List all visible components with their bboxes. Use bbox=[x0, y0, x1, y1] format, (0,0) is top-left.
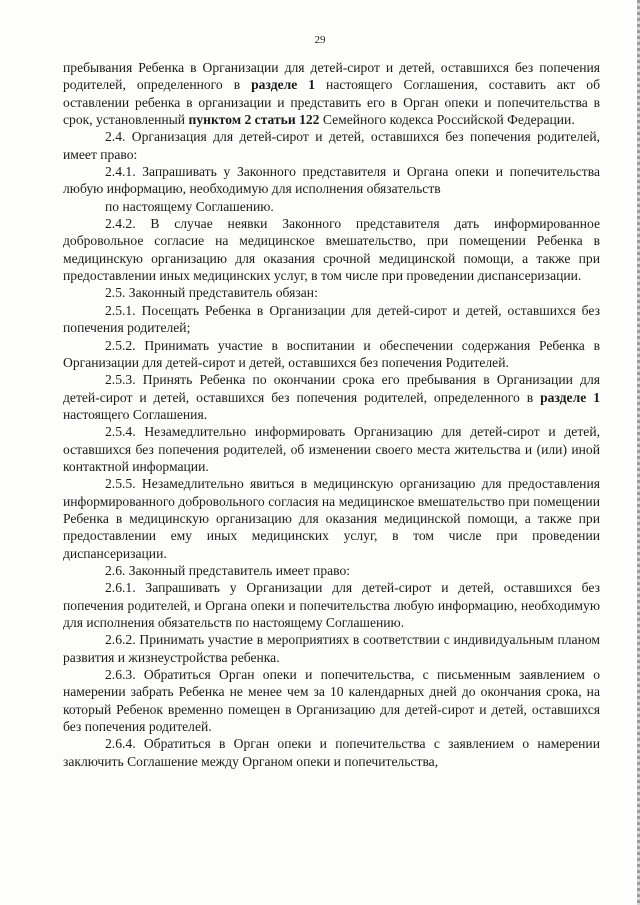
document-body bbox=[63, 59, 600, 770]
bold-reference: разделе 1 bbox=[540, 389, 600, 405]
paragraph-2-4-2: 2.4.2. В случае неявки Законного представителя дать информированное добровольное согласие на медицинское вмешательство, при помещении Ребенка в медицинскую организацию для оказания срочной медицинской помощи, а также при предоставлении иных медицинских услуг, в том числе при проведении диспансеризации. bbox=[63, 216, 600, 284]
paragraph-2-6-3: 2.6.3. Обратиться Орган опеки и попечительства, с письменным заявлением о намерении забрать Ребенка не менее чем за 10 календарных дней до окончания срока, на который Ребенок временно помещен в Организацию для детей-сирот и детей, оставшихся без попечения родителей. bbox=[63, 667, 600, 735]
paragraph-2-5-2: 2.5.2. Принимать участие в воспитании и обеспечении содержания Ребенка в Организации для детей-сирот и детей, оставшихся без попечения Родителей. bbox=[63, 337, 600, 370]
bold-reference: разделе 1 bbox=[251, 77, 316, 93]
paragraph-2-4: 2.4. Организация для детей-сирот и детей, оставшихся без попечения родителей, имеет право: bbox=[63, 129, 600, 162]
page-number: 29 bbox=[314, 34, 326, 46]
paragraph-2-4-1-tail: по настоящему Соглашению. bbox=[105, 198, 274, 214]
paragraph-2-5: 2.5. Законный представитель обязан: bbox=[105, 285, 318, 301]
paragraph-2-5-1: 2.5.1. Посещать Ребенка в Организации для детей-сирот и детей, оставшихся без попечения родителей; bbox=[63, 302, 600, 336]
paragraph-2-5-5: 2.5.5. Незамедлительно явиться в медицинскую организацию для предоставления информированного добровольного согласия на медицинское вмешательство при помещении Ребенка в медицинскую организацию для оказания медицинской помощи, а также при предоставлении ему иных медицинских услуг, в том числе при проведении диспансеризации. bbox=[63, 476, 600, 561]
paragraph-2-5-4: 2.5.4. Незамедлительно информировать Организацию для детей-сирот и детей, оставшихся без попечения родителей, об изменении своего места жительства и (или) иной контактной информации. bbox=[63, 424, 600, 474]
paragraph-continuation: пребывания Ребенка в Организации для детей-сирот и детей, оставшихся без попечения родителей, определенного в разделе 1 настоящего Соглашения, составить акт об оставлении ребенка в организации и представить его в Орган опеки и попечительства в срок, установленный пунктом 2 статьи 122 Семейного кодекса Российской Федерации. bbox=[63, 60, 600, 128]
paragraph-2-6-1: 2.6.1. Запрашивать у Организации для детей-сирот и детей, оставшихся без попечения родителей, и Органа опеки и попечительства любую информацию, необходимую для исполнения обязательств по настоящему Соглашению. bbox=[63, 580, 600, 630]
paragraph-2-6: 2.6. Законный представитель имеет право: bbox=[105, 562, 351, 578]
paragraph-2-6-4: 2.6.4. Обратиться в Орган опеки и попечительства с заявлением о намерении заключить Соглашение между Органом опеки и попечительства, bbox=[63, 736, 600, 769]
paragraph-2-6-2: 2.6.2. Принимать участие в мероприятиях в соответствии с индивидуальным планом развития и жизнеустройства ребенка. bbox=[63, 632, 600, 665]
paragraph-2-4-1: 2.4.1. Запрашивать у Законного представителя и Органа опеки и попечительства любую информацию, необходимую для исполнения обязательств bbox=[63, 164, 600, 197]
paragraph-2-5-3: 2.5.3. Принять Ребенка по окончании срока его пребывания в Организации для детей-сирот и детей, оставшихся без попечения родителей, определенного в разделе 1 настоящего Соглашения. bbox=[63, 372, 600, 422]
bold-reference: пунктом 2 статьи 122 bbox=[188, 112, 320, 128]
